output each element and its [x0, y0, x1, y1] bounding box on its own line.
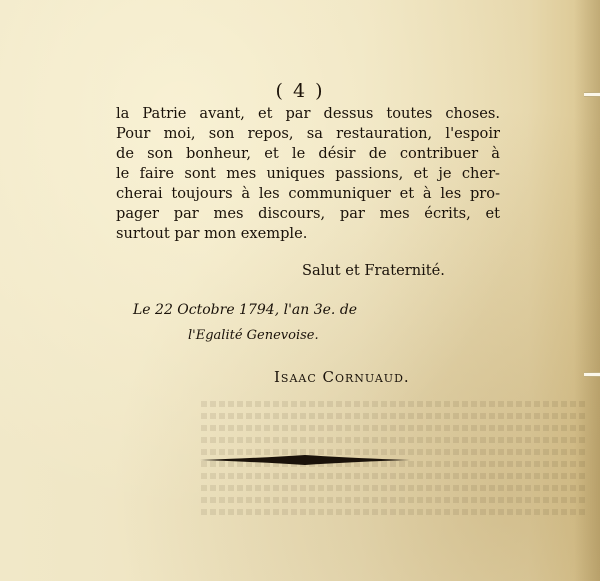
- date-line: Le 22 Octobre 1794, l'an 3e. de: [133, 302, 358, 318]
- ornamental-rule: [200, 452, 410, 468]
- paragraph-line: le faire sont mes uniques passions, et je cher-: [116, 165, 500, 182]
- paragraph-line: pager par mes discours, par mes écrits, et: [116, 205, 500, 222]
- bleed-through-text: [200, 395, 585, 581]
- paragraph-line: surtout par mon exemple.: [116, 225, 308, 242]
- paragraph-line: la Patrie avant, et par dessus toutes choses.: [116, 105, 500, 122]
- paragraph: [116, 104, 500, 244]
- closing-salutation: Salut et Fraternité.: [302, 262, 445, 279]
- paragraph-line: de son bonheur, et le désir de contribuer à: [116, 145, 500, 162]
- page-number: ( 4 ): [275, 80, 325, 102]
- paragraph-line: Pour moi, son repos, sa restauration, l'espoir: [116, 125, 500, 142]
- paragraph-line: cherai toujours à les communiquer et à les pro-: [116, 185, 500, 202]
- page-tab-mark: [584, 372, 600, 377]
- signature: Isaac Cornuaud.: [274, 368, 410, 386]
- date-line-continuation: l'Egalité Genevoise.: [188, 328, 319, 343]
